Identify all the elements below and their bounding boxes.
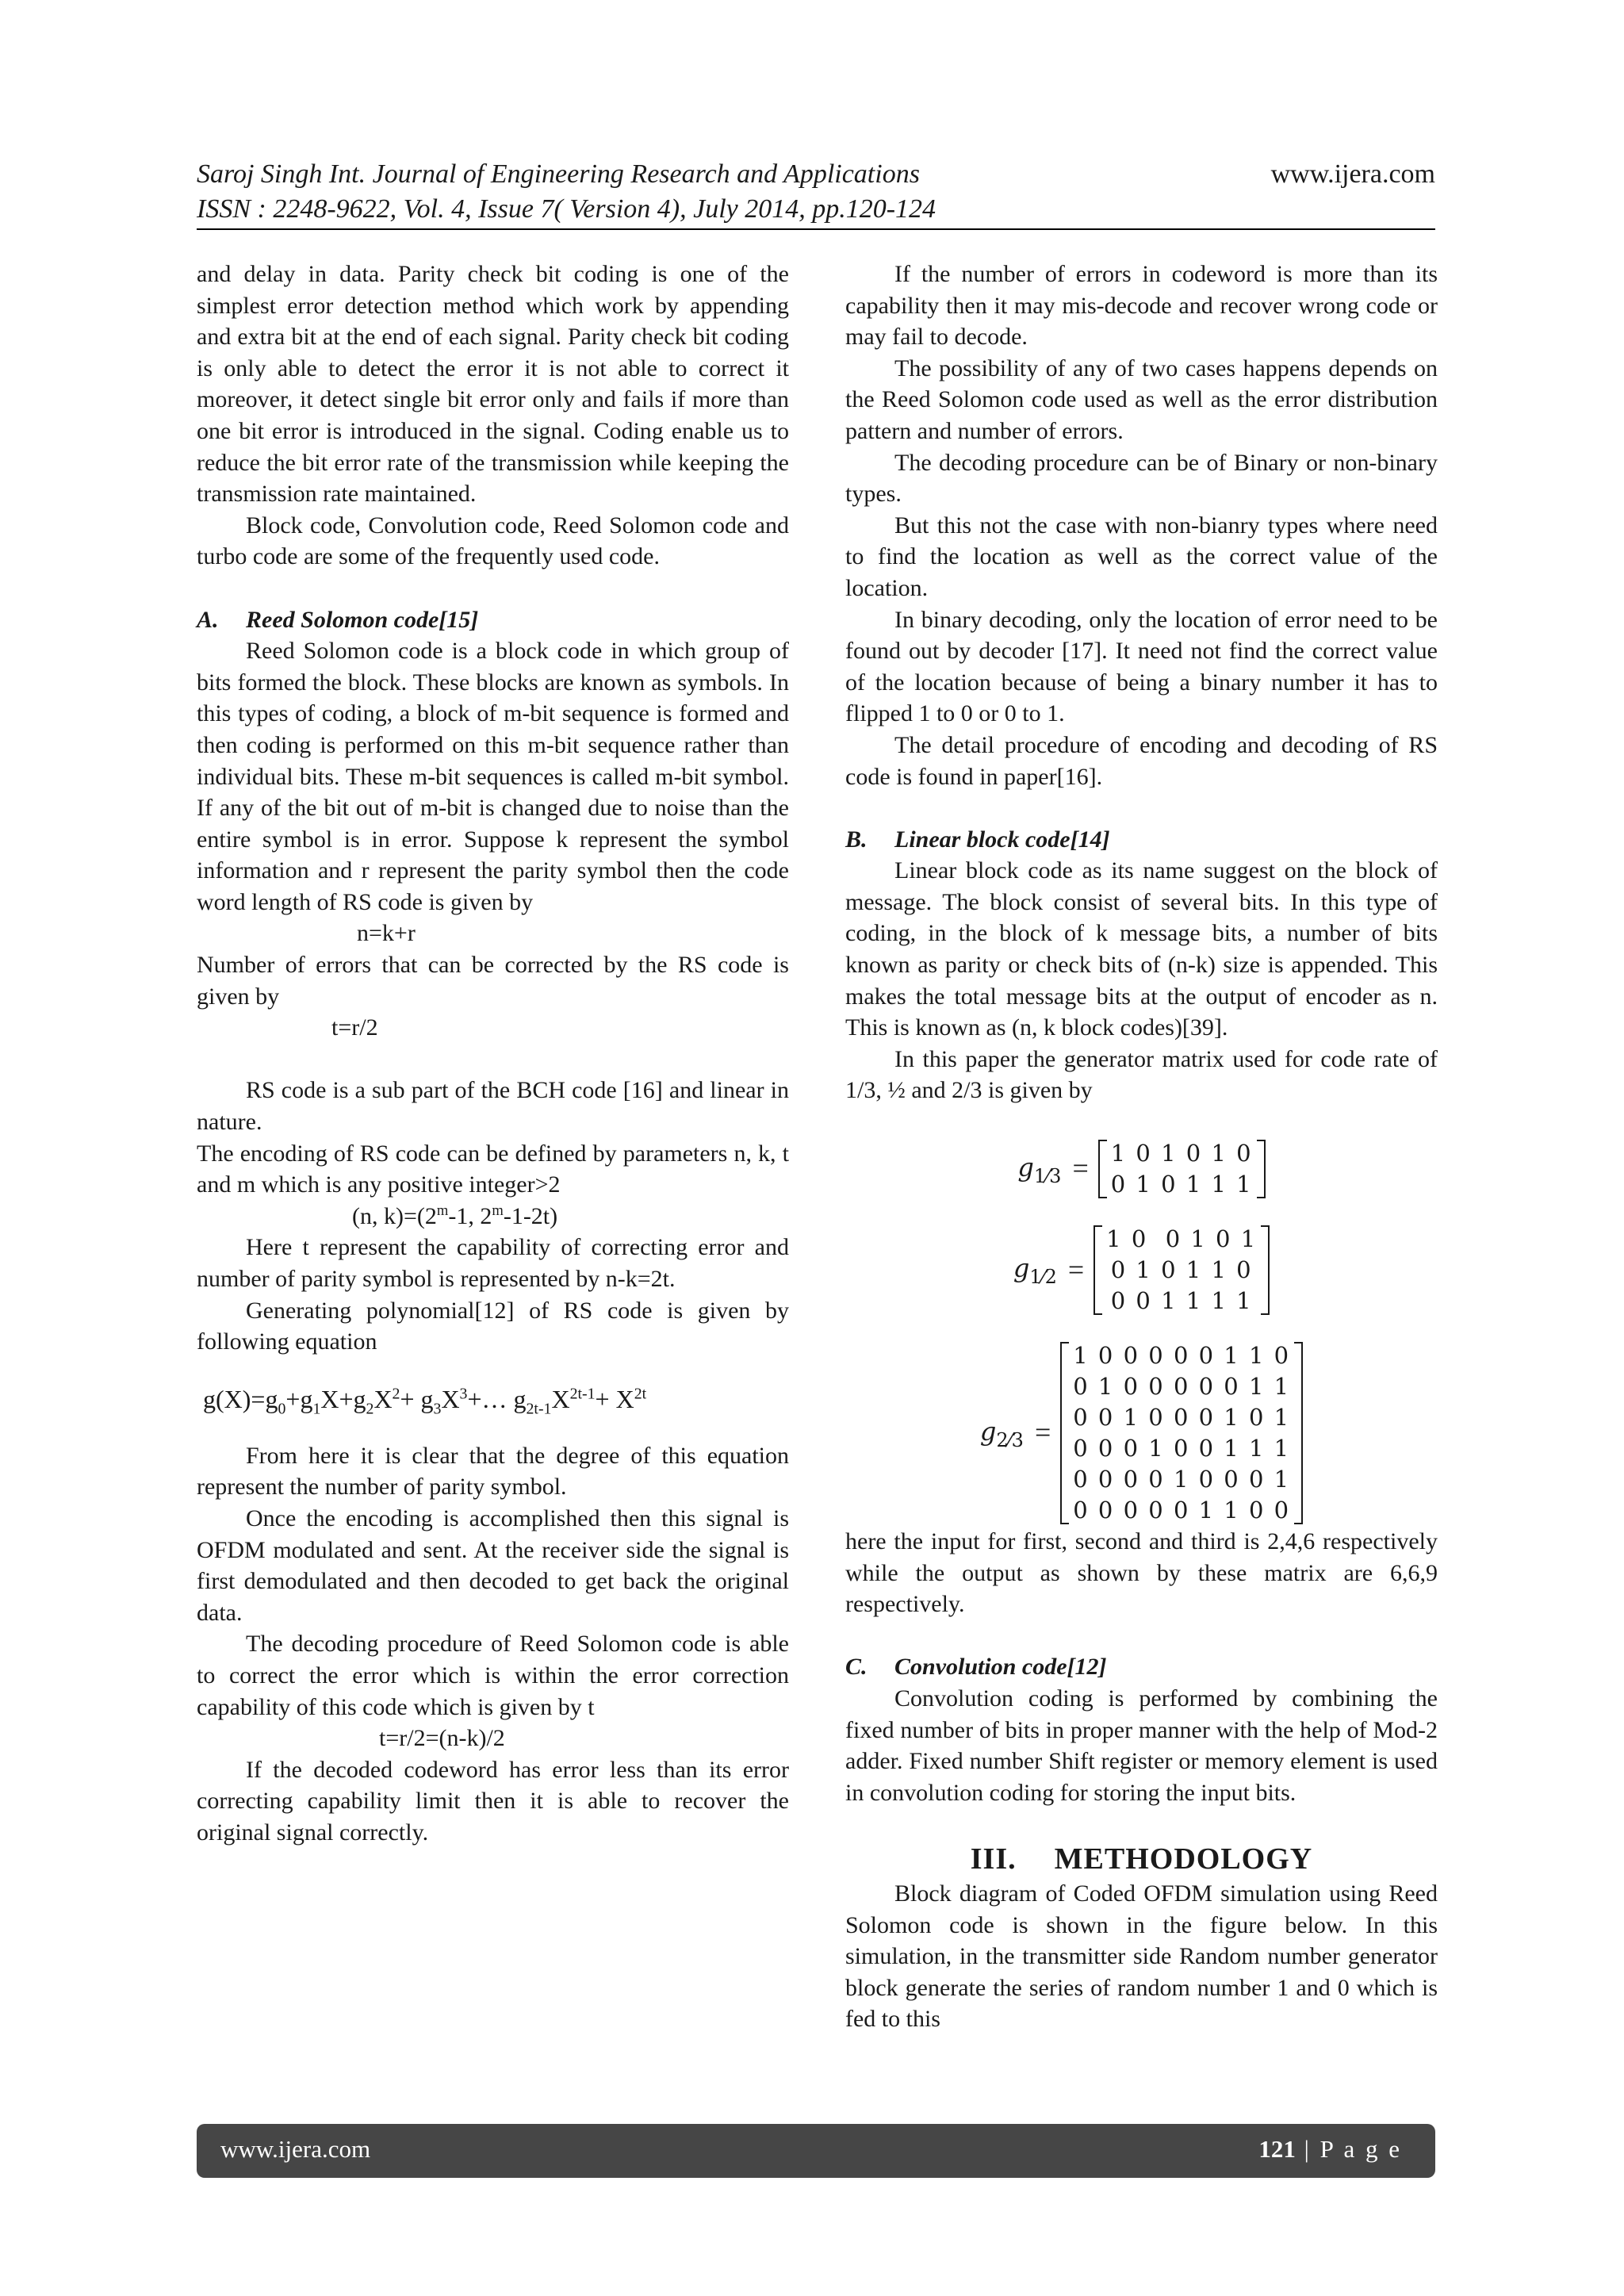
matrix-symbol: g — [1017, 1152, 1034, 1182]
equals-sign: = — [1072, 1152, 1089, 1185]
header-website: www.ijera.com — [1270, 159, 1435, 189]
section-label: C. — [845, 1654, 868, 1681]
matrix-body — [1098, 1138, 1266, 1200]
paragraph: Here t represent the capability of correcting error and number of parity symbol is represented by n-k=2t. — [197, 1234, 789, 1292]
matrix-symbol: g — [1013, 1253, 1030, 1284]
spacer — [197, 573, 789, 604]
matrix-g-1-2 — [845, 1224, 1438, 1317]
page-footer — [197, 2124, 1435, 2178]
section-heading-b — [845, 824, 1438, 856]
matrix-rate: 1⁄2 — [1029, 1266, 1057, 1289]
paragraph: Block code, Convolution code, Reed Solomon code and turbo code are some of the frequently used code. — [197, 512, 789, 570]
paragraph: If the decoded codeword has error less than its error correcting capability limit then it is able to recover the original signal correctly. — [197, 1756, 789, 1846]
paragraph: Linear block code as its name suggest on the block of message. The block consist of several bits. In this type of coding, in the block of k message bits, a number of bits known as parity or check bits of (n-k) size is appended. This makes the total message bits at the output of encoder as n. This is known as (n, k block codes)[39]. — [845, 857, 1438, 1041]
running-header-journal — [197, 157, 1435, 192]
equation-text: t=r/2 — [331, 1014, 378, 1041]
page-label: | P a g e — [1295, 2135, 1402, 2163]
matrix-row: 0 0 1 0 0 0 1 0 1 — [1073, 1404, 1291, 1432]
matrix-row: 0 0 0 1 0 0 1 1 1 — [1073, 1435, 1291, 1462]
page-number: 121 — [1258, 2135, 1296, 2163]
paragraph: RS code is a sub part of the BCH code [16] and linear in nature. — [197, 1077, 789, 1136]
section-title: Reed Solomon code[15] — [246, 606, 479, 633]
spacer — [197, 1416, 789, 1440]
section-title: Linear block code[14] — [894, 826, 1110, 853]
matrix-label — [1017, 1152, 1061, 1186]
left-column — [197, 259, 789, 1849]
matrix-row: 0 1 0 1 1 0 — [1110, 1256, 1253, 1284]
paragraph: Once the encoding is accomplished then this signal is OFDM modulated and sent. At the receiver side the signal is first demodulated and then decoded to get back the original data. — [197, 1504, 789, 1626]
matrix-row: 1 0 0 1 0 1 — [1106, 1225, 1258, 1253]
section-number: III. — [970, 1842, 1017, 1876]
matrix-row: 0 1 0 0 0 0 0 1 1 — [1073, 1373, 1291, 1401]
matrix-row: 0 0 1 1 1 1 — [1110, 1287, 1253, 1315]
right-column — [845, 259, 1438, 2035]
matrix-body — [1094, 1224, 1270, 1317]
matrix-body — [1060, 1340, 1303, 1526]
spacer — [845, 792, 1438, 824]
spacer — [845, 1808, 1438, 1840]
footer-website: www.ijera.com — [220, 2135, 371, 2163]
matrix-row: 1 0 1 0 1 0 — [1110, 1140, 1253, 1167]
paragraph: Generating polynomial[12] of RS code is given by following equation — [197, 1297, 789, 1355]
equation-nk: (n, $k)=(2^m-1$, 2$^m$-1-2t) — [352, 1202, 558, 1229]
paragraph: In binary decoding, only the location of error need to be found out by decoder [17]. It need not find the correct value of the location because of being a binary number it has to flipped 1 to 0 or 0 to 1. — [845, 606, 1438, 727]
spacer — [197, 1044, 789, 1075]
spacer — [845, 1200, 1438, 1219]
running-header-issn: ISSN : 2248-9622, Vol. 4, Issue 7( Version 4), July 2014, pp.120-124 — [197, 194, 936, 224]
footer-page-number — [1258, 2135, 1402, 2164]
spacer — [845, 1317, 1438, 1336]
spacer — [197, 1358, 789, 1382]
matrix-row: 0 1 0 1 1 1 — [1110, 1171, 1253, 1198]
section-label: A. — [197, 606, 219, 633]
paragraph: Number of errors that can be corrected by the RS code is given by — [197, 952, 789, 1010]
paragraph: and delay in data. Parity check bit coding is one of the simplest error detection method which work by appending and extra bit at the end of each signal. Parity check bit coding is only able to detect the error it is not able to correct it moreover, it detect single bit error only and fails if more than one bit error is introduced in the signal. Coding enable us to reduce the bit error rate of the transmission while keeping the transmission rate maintained. — [197, 261, 789, 508]
journal-title: Saroj Singh Int. Journal of Engineering Research and Applications — [197, 159, 920, 189]
paragraph: Convolution coding is performed by combining the fixed number of bits in proper manner with the help of Mod-2 adder. Fixed number Shift register or memory element is used in convolution coding for storing the input bits. — [845, 1685, 1438, 1806]
paragraph: The decoding procedure of Reed Solomon code is able to correct the error which is within the error correction capability of this code which is given by t — [197, 1631, 789, 1720]
paragraph: From here it is clear that the degree of this equation represent the number of parity symbol. — [197, 1442, 789, 1501]
matrix-symbol: g — [979, 1416, 997, 1447]
header-rule — [197, 228, 1435, 230]
paragraph: The decoding procedure can be of Binary or non-binary types. — [845, 449, 1438, 508]
section-heading-a — [197, 604, 789, 636]
spacer — [845, 1620, 1438, 1652]
equation-t-capability — [197, 1723, 789, 1754]
paragraph: In this paper the generator matrix used for code rate of 1/3, ½ and 2/3 is given by — [845, 1045, 1438, 1104]
paragraph: If the number of errors in codeword is more than its capability then it may mis-decode and recover wrong code or may fail to decode. — [845, 261, 1438, 351]
paragraph: here the input for first, second and third is 2,4,6 respectively while the output as shown by these matrix are 6,6,9 respectively. — [845, 1528, 1438, 1618]
equation-t — [197, 1012, 789, 1044]
section-title: METHODOLOGY — [1054, 1842, 1313, 1876]
paragraph: But this not the case with non-bianry types where need to find the location as well as the correct value of the location. — [845, 512, 1438, 601]
matrix-rate: 2⁄3 — [996, 1428, 1024, 1451]
matrix-row: 1 0 0 0 0 0 1 1 0 — [1073, 1342, 1291, 1370]
equation-text: n=k+r — [357, 920, 416, 947]
paragraph: The detail procedure of encoding and decoding of RS code is found in paper[16]. — [845, 731, 1438, 790]
equals-sign: = — [1034, 1416, 1051, 1449]
matrix-g-1-3 — [845, 1138, 1438, 1200]
paragraph: The encoding of RS code can be defined by parameters n, k, t and m which is any positive integer>2 — [197, 1140, 789, 1198]
section-heading-methodology — [845, 1840, 1438, 1878]
equation-generator-polynomial: $g(X)=g_0+g_1X+g_2X^2+$ $g_3X^3+\dots$ $g_{2t-1}X^{2t-1}+ X^{2t}$ — [203, 1384, 647, 1418]
spacer — [845, 1106, 1438, 1133]
matrix-rate: 1⁄3 — [1033, 1164, 1062, 1187]
matrix-label — [1013, 1253, 1057, 1287]
matrix-row: 0 0 0 0 1 0 0 0 1 — [1073, 1466, 1291, 1493]
paragraph: The possibility of any of two cases happens depends on the Reed Solomon code used as well as the error distribution pattern and number of errors. — [845, 355, 1438, 444]
paragraph: Block diagram of Coded OFDM simulation using Reed Solomon code is shown in the figure below. In this simulation, in the transmitter side Random number generator block generate the series of random number 1 and 0 which is fed to this — [845, 1880, 1438, 2033]
equation-n — [197, 918, 789, 949]
equation-text: t=r/2=(n-k)/2 — [379, 1725, 505, 1752]
section-label: B. — [845, 826, 868, 853]
paragraph: Reed Solomon code is a block code in which group of bits formed the block. These blocks are known as symbols. In this types of coding, a block of m-bit sequence is formed and then coding is performed on this m-bit sequence rather than individual bits. These m-bit sequences is called m-bit symbol. If any of the bit out of m-bit is changed due to noise than the entire symbol is in error. Suppose k represent the symbol information and r represent the parity symbol then the code word length of RS code is given by — [197, 638, 789, 915]
matrix-label — [980, 1416, 1024, 1451]
equals-sign: = — [1067, 1253, 1085, 1286]
section-heading-c — [845, 1651, 1438, 1683]
section-title: Convolution code[12] — [894, 1654, 1107, 1681]
matrix-g-2-3 — [845, 1340, 1438, 1526]
matrix-row: 0 0 0 0 0 1 1 0 0 — [1073, 1497, 1291, 1524]
